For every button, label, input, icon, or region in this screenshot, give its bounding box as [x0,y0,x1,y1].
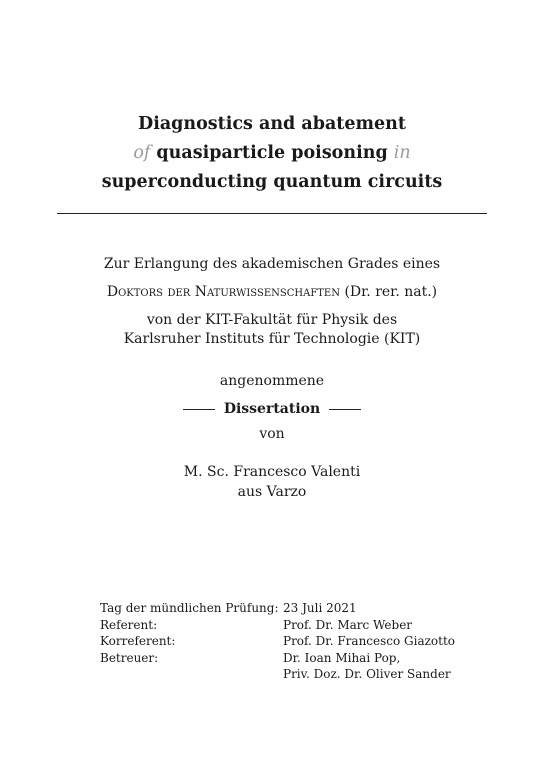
exam-date-label: Tag der mündlichen Prüfung: [100,601,279,615]
coreferee-value: Prof. Dr. Francesco Giazotto [283,634,456,648]
coreferee-label: Korreferent: [100,634,176,648]
thesis-title-line-1: Diagnostics and abatement [138,114,406,134]
title-main-phrase: quasiparticle poisoning [156,143,388,163]
title-divider [57,213,487,214]
exam-date-value: 23 Juli 2021 [283,601,357,615]
thesis-title-line-3: superconducting quantum circuits [101,172,443,192]
title-word-in: in [393,143,411,163]
document-type [0,399,544,419]
referee-label: Referent: [100,617,158,632]
degree-title: Doktors der Naturwissenschaften [106,284,340,300]
left-dash [183,409,215,410]
by-line: von [259,426,285,442]
degree-abbreviation: (Dr. rer. nat.) [344,284,438,300]
supervisor-value-1: Dr. Ioan Mihai Pop, [283,650,401,665]
supervisor-value-2: Priv. Doz. Dr. Oliver Sander [283,667,451,681]
committee-values [283,600,455,683]
referee-value: Prof. Dr. Marc Weber [283,617,413,632]
institute-line: Karlsruher Instituts für Technologie (KIT) [123,331,421,347]
thesis-title-line-2 [0,139,544,167]
accepted-line: angenommene [219,373,325,389]
supervisor-label: Betreuer: [100,650,159,665]
title-word-of: of [133,143,151,163]
committee-labels [100,600,279,683]
degree-purpose: Zur Erlangung des akademischen Grades eines [103,256,441,272]
dissertation-label: Dissertation [223,401,321,417]
author-origin: aus Varzo [237,484,307,500]
right-dash [329,409,361,410]
author-name: M. Sc. Francesco Valenti [183,464,361,480]
faculty-line: von der KIT-Fakultät für Physik des [146,312,398,328]
supervisor-label-continued [100,666,279,683]
degree-name [0,282,544,302]
